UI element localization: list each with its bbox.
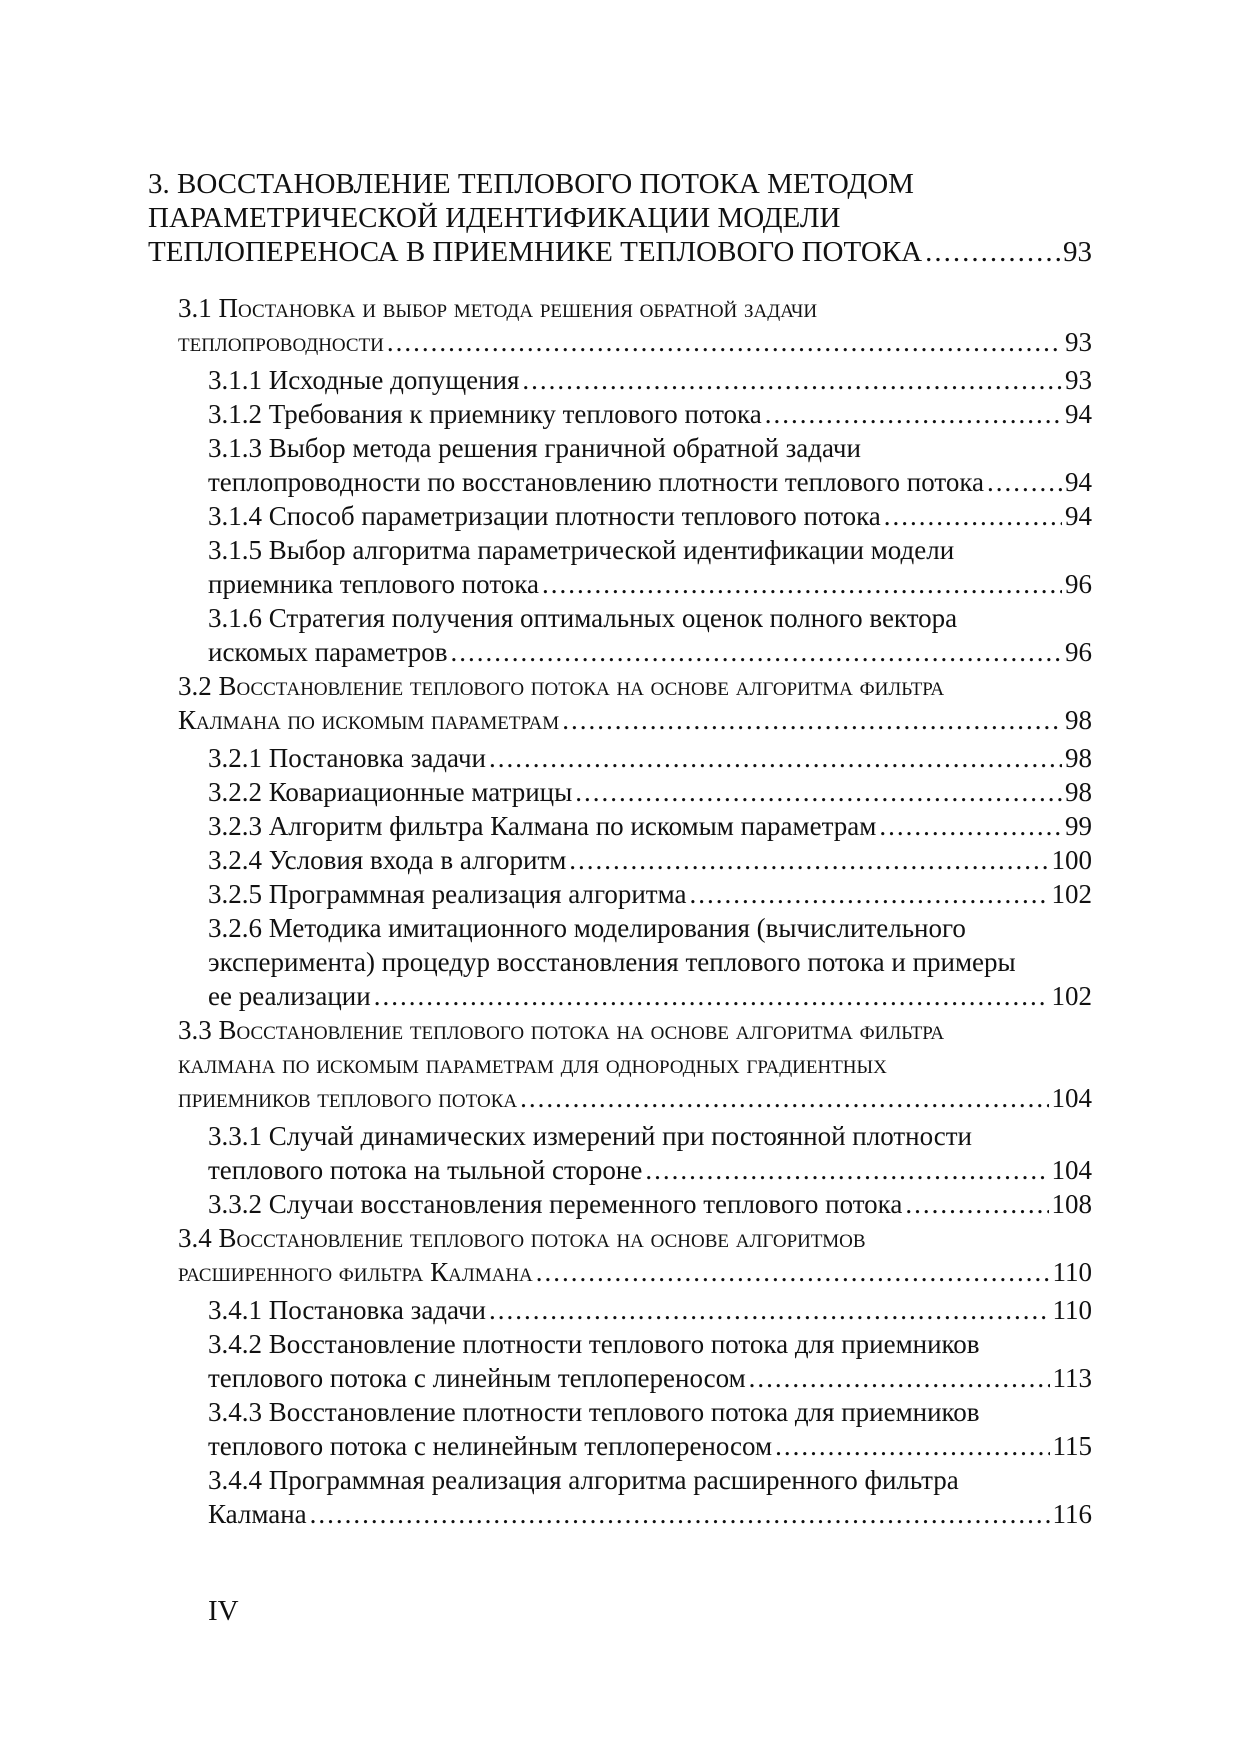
toc-entry-last-line bbox=[208, 1153, 1092, 1187]
toc-entry-line bbox=[178, 1221, 1092, 1255]
toc-entry-last-line bbox=[208, 635, 1092, 669]
toc-entry-title: 3.3 Восстановление теплового потока на основе алгоритма фильтра bbox=[178, 1015, 945, 1045]
toc-entry-title: калмана по искомым параметрам для однородных градиентных bbox=[178, 1049, 887, 1079]
toc-entry-page: 104 bbox=[1051, 1083, 1092, 1113]
toc-entry-line bbox=[178, 1047, 1092, 1081]
toc-entry bbox=[148, 1463, 1092, 1531]
toc-entry bbox=[148, 601, 1092, 669]
toc-entry-last-line bbox=[208, 1293, 1092, 1327]
toc-entry bbox=[148, 533, 1092, 601]
toc-entry-title: 3.4 Восстановление теплового потока на основе алгоритмов bbox=[178, 1223, 866, 1253]
toc-entry bbox=[148, 1119, 1092, 1187]
toc-entry-title: 3.1.5 Выбор алгоритма параметрической идентификации модели bbox=[208, 535, 955, 565]
dot-leader bbox=[562, 703, 1062, 737]
toc-entry-title: теплового потока с нелинейным теплопереносом bbox=[208, 1431, 773, 1461]
toc-entry-page: 98 bbox=[1065, 743, 1092, 773]
toc-entry-page: 99 bbox=[1065, 811, 1092, 841]
toc-entry-title: ее реализации bbox=[208, 981, 371, 1011]
toc-entry-line bbox=[208, 911, 1092, 945]
toc-entry-page: 102 bbox=[1051, 879, 1092, 909]
toc-entry-last-line bbox=[178, 325, 1092, 359]
toc-entry-title: 3.4.1 Постановка задачи bbox=[208, 1295, 486, 1325]
toc-entry-line bbox=[208, 1119, 1092, 1153]
dot-leader bbox=[879, 809, 1062, 843]
toc-entry-last-line bbox=[208, 775, 1092, 809]
toc-entry-title: Калмана bbox=[208, 1499, 307, 1529]
toc-entry-last-line bbox=[208, 397, 1092, 431]
toc-entry-page: 93 bbox=[1065, 327, 1092, 357]
toc-entry-title: приемников теплового потока bbox=[178, 1083, 518, 1113]
dot-leader bbox=[387, 325, 1062, 359]
toc-entry-title: 3.2.4 Условия входа в алгоритм bbox=[208, 845, 567, 875]
toc-entry-page: 116 bbox=[1052, 1499, 1092, 1529]
toc-entry bbox=[148, 1187, 1092, 1221]
dot-leader bbox=[775, 1429, 1049, 1463]
toc-entry-page: 108 bbox=[1051, 1189, 1092, 1219]
toc-entry-page: 96 bbox=[1065, 569, 1092, 599]
toc-entry-line bbox=[178, 1013, 1092, 1047]
toc-entry-last-line bbox=[208, 843, 1092, 877]
toc-entry bbox=[148, 775, 1092, 809]
dot-leader bbox=[451, 635, 1062, 669]
toc-entry-title: 3.3.1 Случай динамических измерений при постоянной плотности bbox=[208, 1121, 972, 1151]
toc-entry-page: 94 bbox=[1065, 399, 1092, 429]
toc-entry bbox=[148, 1327, 1092, 1395]
dot-leader bbox=[542, 567, 1062, 601]
toc-entry-last-line bbox=[208, 979, 1092, 1013]
toc-entry-last-line bbox=[178, 1081, 1092, 1115]
toc-entry-last-line bbox=[208, 499, 1092, 533]
toc-entry-page: 93 bbox=[1065, 365, 1092, 395]
dot-leader bbox=[522, 363, 1062, 397]
toc-entry-title: 3.1.6 Стратегия получения оптимальных оценок полного вектора bbox=[208, 603, 958, 633]
toc-entry-last-line bbox=[208, 809, 1092, 843]
toc-entry bbox=[148, 741, 1092, 775]
toc-entry-title: 3.2.5 Программная реализация алгоритма bbox=[208, 879, 687, 909]
toc-entry bbox=[148, 669, 1092, 737]
toc-entry bbox=[148, 397, 1092, 431]
toc-entry-line bbox=[208, 1327, 1092, 1361]
toc-entry-last-line bbox=[178, 703, 1092, 737]
toc-entry-title: теплового потока на тыльной стороне bbox=[208, 1155, 643, 1185]
toc-entry-last-line bbox=[208, 877, 1092, 911]
toc-entry-title: 3.1.2 Требования к приемнику теплового потока bbox=[208, 399, 762, 429]
toc-entry-title: теплового потока с линейным теплопереносом bbox=[208, 1363, 746, 1393]
toc-entry-last-line bbox=[148, 235, 1092, 269]
toc-entry-title: 3.4.3 Восстановление плотности теплового потока для приемников bbox=[208, 1397, 980, 1427]
dot-leader bbox=[749, 1361, 1050, 1395]
toc-entry-last-line bbox=[208, 1187, 1092, 1221]
toc-entry-line bbox=[208, 533, 1092, 567]
toc-entry-line bbox=[208, 1395, 1092, 1429]
toc-entry-title: теплопроводности по восстановлению плотности теплового потока bbox=[208, 467, 985, 497]
toc-entry-page: 98 bbox=[1065, 705, 1092, 735]
toc-entry-title: 3. ВОССТАНОВЛЕНИЕ ТЕПЛОВОГО ПОТОКА МЕТОДОМ bbox=[148, 168, 914, 200]
toc-entry-last-line bbox=[208, 363, 1092, 397]
toc-entry-last-line bbox=[208, 465, 1092, 499]
toc-entry-title: 3.2.3 Алгоритм фильтра Калмана по искомым параметрам bbox=[208, 811, 877, 841]
toc-entry-page: 94 bbox=[1065, 501, 1092, 531]
dot-leader bbox=[690, 877, 1049, 911]
toc-entry-title: искомых параметров bbox=[208, 637, 448, 667]
dot-leader bbox=[536, 1255, 1050, 1289]
toc-entry-last-line bbox=[208, 741, 1092, 775]
toc-entry-line bbox=[208, 601, 1092, 635]
toc-entry-title: Калмана по искомым параметрам bbox=[178, 705, 560, 735]
toc-entry-line bbox=[148, 201, 1092, 235]
toc-entry-title: расширенного фильтра Калмана bbox=[178, 1257, 533, 1287]
dot-leader bbox=[489, 1293, 1050, 1327]
toc-entry-line bbox=[178, 291, 1092, 325]
toc-entry-page: 104 bbox=[1051, 1155, 1092, 1185]
dot-leader bbox=[765, 397, 1062, 431]
toc-entry-page: 113 bbox=[1052, 1363, 1092, 1393]
toc-entry bbox=[148, 843, 1092, 877]
toc-entry bbox=[148, 499, 1092, 533]
dot-leader bbox=[310, 1497, 1050, 1531]
toc-entry-line bbox=[208, 945, 1092, 979]
toc-entry bbox=[148, 1293, 1092, 1327]
toc-entry bbox=[148, 1013, 1092, 1115]
toc-entry-last-line bbox=[208, 1497, 1092, 1531]
toc-entry bbox=[148, 809, 1092, 843]
toc-entry-title: теплопроводности bbox=[178, 327, 384, 357]
toc-entry-line bbox=[178, 669, 1092, 703]
toc-entry-title: 3.2 Восстановление теплового потока на основе алгоритма фильтра bbox=[178, 671, 945, 701]
toc-entry-page: 110 bbox=[1052, 1295, 1092, 1325]
toc-entry-page: 100 bbox=[1051, 845, 1092, 875]
toc-entry-title: 3.1.3 Выбор метода решения граничной обратной задачи bbox=[208, 433, 861, 463]
dot-leader bbox=[884, 499, 1062, 533]
toc-entry bbox=[148, 431, 1092, 499]
toc-entry-line bbox=[148, 167, 1092, 201]
toc-entry-page: 94 bbox=[1065, 467, 1092, 497]
toc-entry-title: 3.1.1 Исходные допущения bbox=[208, 365, 520, 395]
toc-entry bbox=[148, 911, 1092, 1013]
toc-entry bbox=[148, 1221, 1092, 1289]
toc-entry-line bbox=[208, 431, 1092, 465]
toc-entry-title: 3.2.1 Постановка задачи bbox=[208, 743, 486, 773]
toc-entry bbox=[148, 291, 1092, 359]
toc-entry bbox=[148, 363, 1092, 397]
dot-leader bbox=[489, 741, 1062, 775]
dot-leader bbox=[374, 979, 1049, 1013]
page-number: IV bbox=[208, 1595, 239, 1627]
toc-entry-line bbox=[208, 1463, 1092, 1497]
toc-entry-last-line bbox=[178, 1255, 1092, 1289]
toc-entry-title: 3.1.4 Способ параметризации плотности теплового потока bbox=[208, 501, 881, 531]
toc-entry bbox=[148, 1395, 1092, 1463]
toc-entry-title: 3.4.4 Программная реализация алгоритма расширенного фильтра bbox=[208, 1465, 959, 1495]
toc-entry-title: эксперимента) процедур восстановления теплового потока и примеры bbox=[208, 947, 1016, 977]
toc-entry-title: приемника теплового потока bbox=[208, 569, 539, 599]
dot-leader bbox=[987, 465, 1062, 499]
toc-entry bbox=[148, 877, 1092, 911]
dot-leader bbox=[520, 1081, 1048, 1115]
toc-entry-title: 3.2.2 Ковариационные матрицы bbox=[208, 777, 573, 807]
toc-entry-title: 3.2.6 Методика имитационного моделирования (вычислительного bbox=[208, 913, 966, 943]
toc-entry-page: 110 bbox=[1052, 1257, 1092, 1287]
toc-entry-last-line bbox=[208, 1361, 1092, 1395]
table-of-contents bbox=[148, 167, 1092, 1531]
dot-leader bbox=[569, 843, 1048, 877]
toc-entry-title: 3.3.2 Случаи восстановления переменного теплового потока bbox=[208, 1189, 903, 1219]
toc-entry-page: 96 bbox=[1065, 637, 1092, 667]
toc-entry-title: 3.4.2 Восстановление плотности теплового потока для приемников bbox=[208, 1329, 980, 1359]
toc-entry-page: 115 bbox=[1052, 1431, 1092, 1461]
toc-entry-page: 102 bbox=[1051, 981, 1092, 1011]
toc-entry-title: ПАРАМЕТРИЧЕСКОЙ ИДЕНТИФИКАЦИИ МОДЕЛИ bbox=[148, 202, 841, 234]
toc-entry-page: 98 bbox=[1065, 777, 1092, 807]
toc-entry-title: 3.1 Постановка и выбор метода решения обратной задачи bbox=[178, 293, 818, 323]
dot-leader bbox=[645, 1153, 1048, 1187]
dot-leader bbox=[925, 235, 1060, 269]
toc-entry-last-line bbox=[208, 567, 1092, 601]
toc-entry-last-line bbox=[208, 1429, 1092, 1463]
toc-entry bbox=[148, 167, 1092, 269]
toc-entry-page: 93 bbox=[1063, 236, 1092, 268]
dot-leader bbox=[905, 1187, 1048, 1221]
toc-entry-title: ТЕПЛОПЕРЕНОСА В ПРИЕМНИКЕ ТЕПЛОВОГО ПОТОКА bbox=[148, 236, 923, 268]
dot-leader bbox=[575, 775, 1062, 809]
